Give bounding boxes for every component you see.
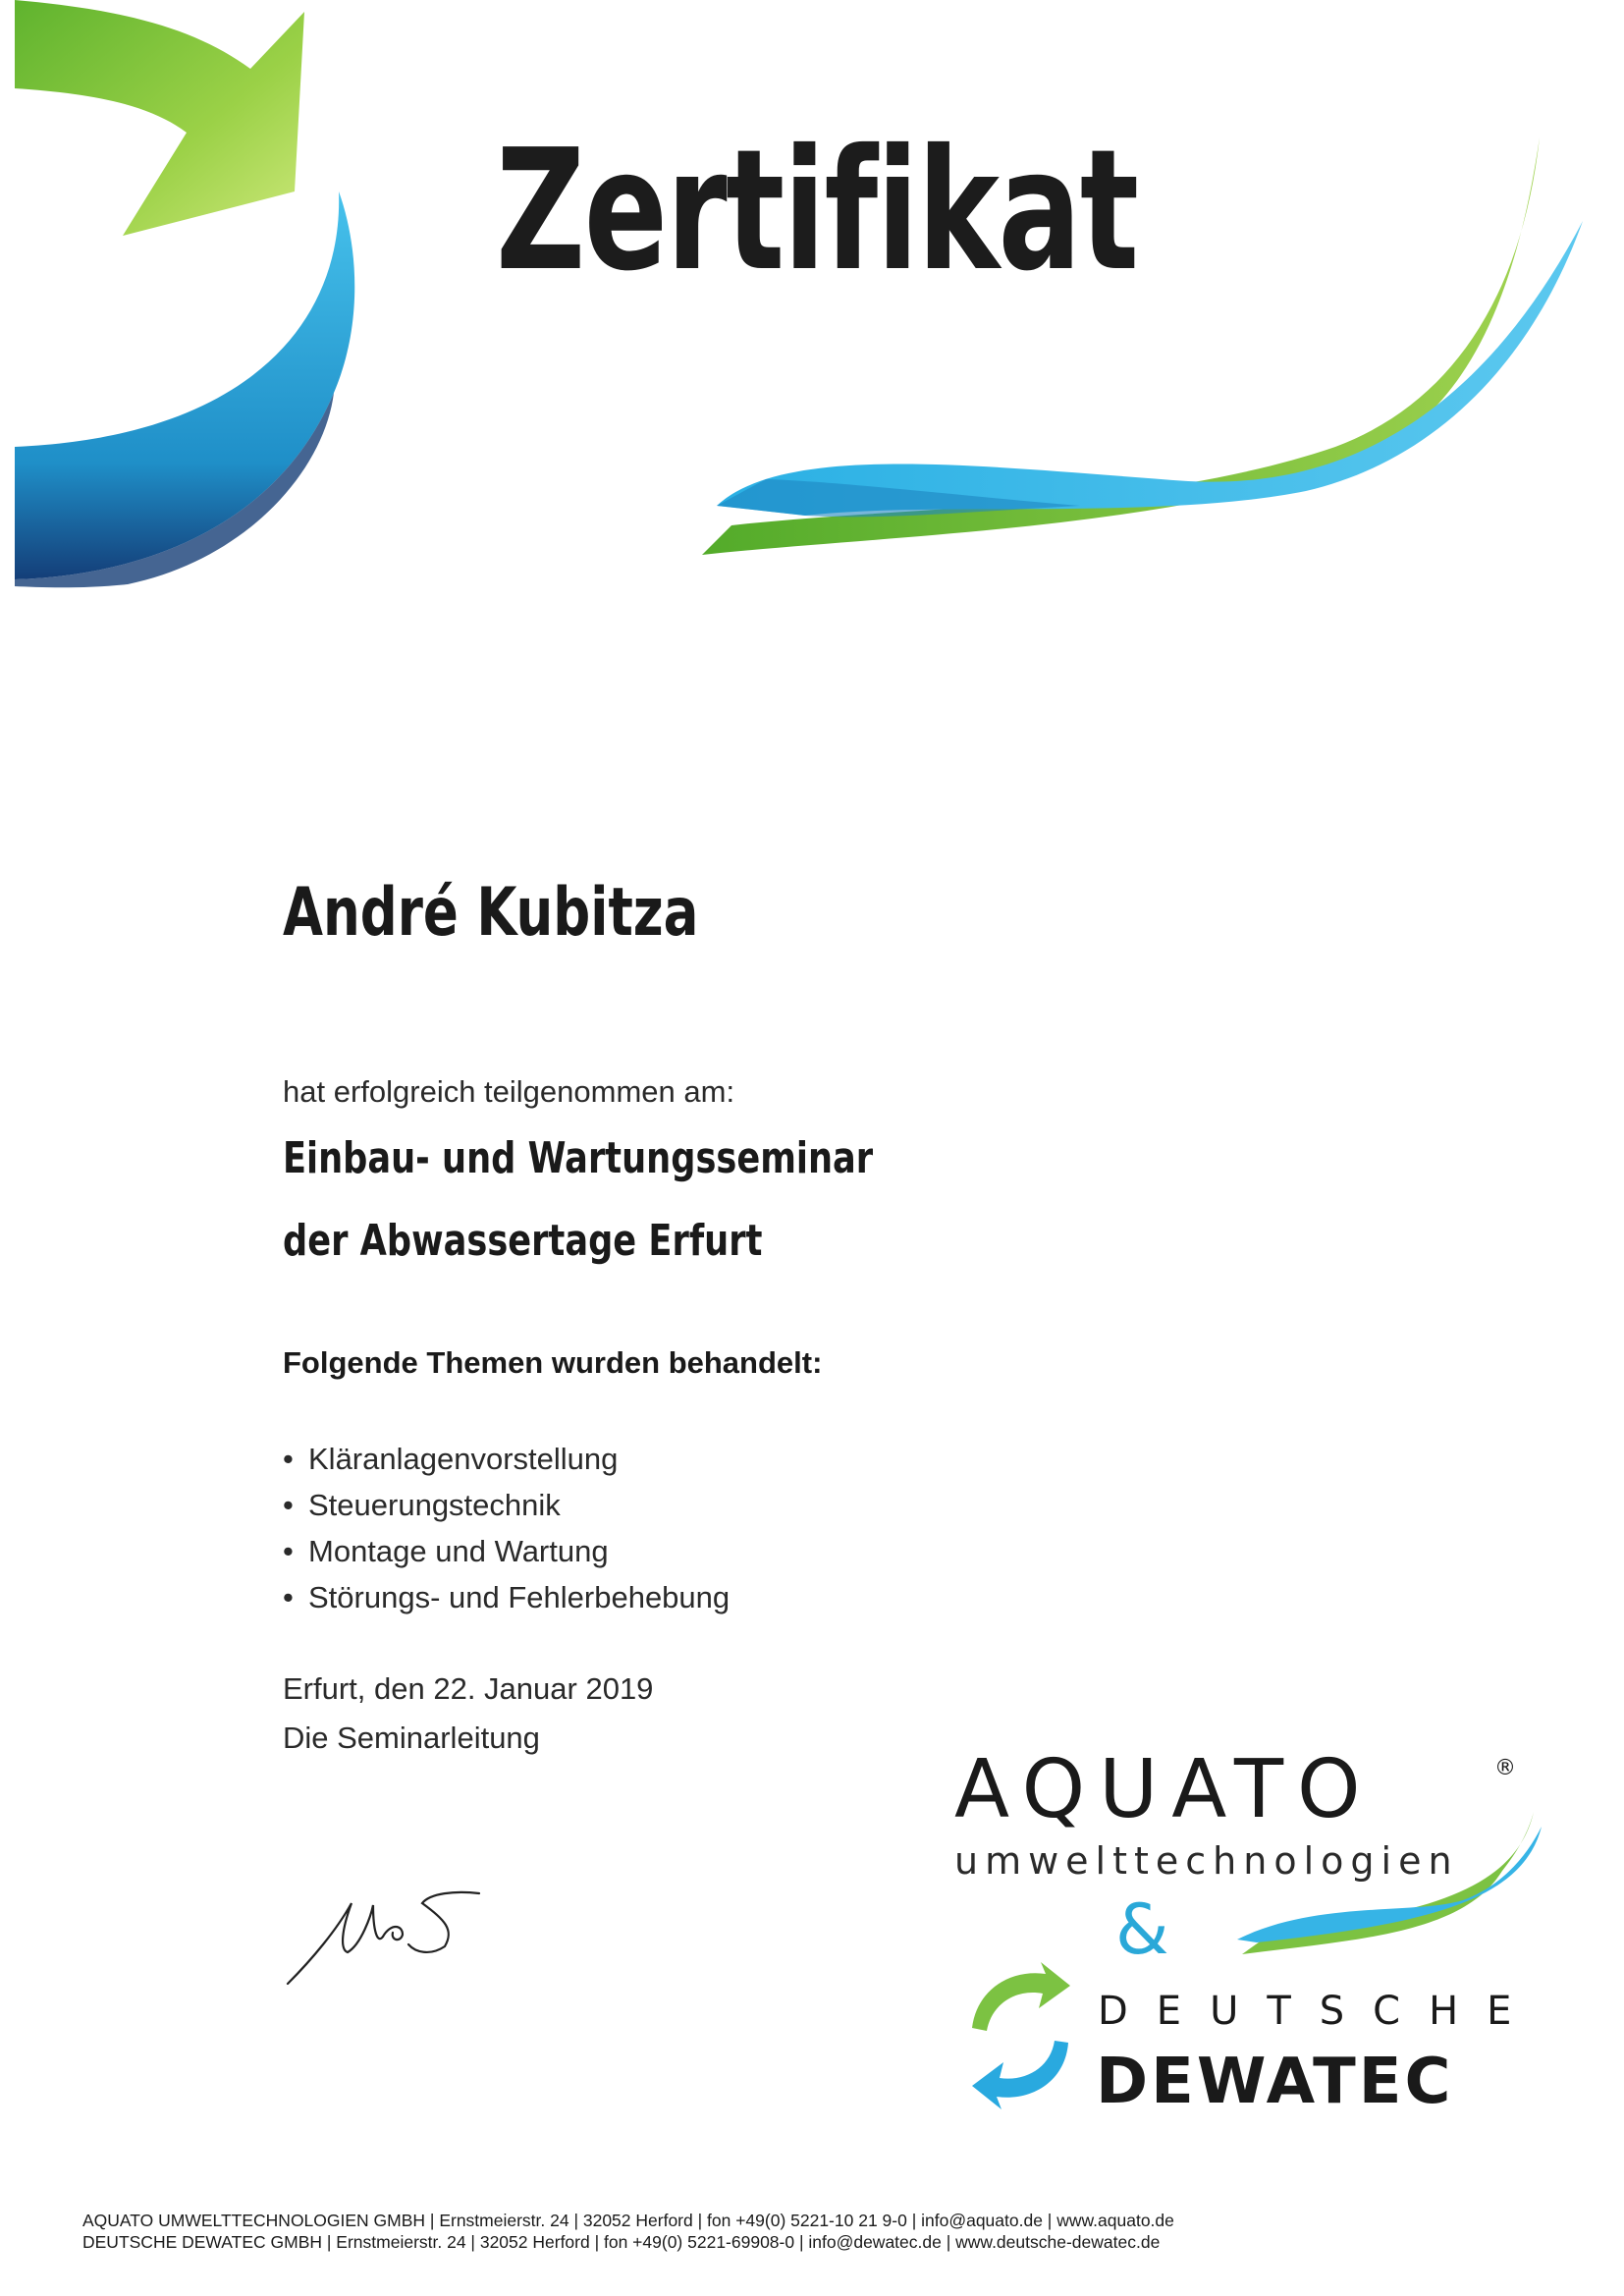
blue-swirl-shape — [15, 191, 354, 579]
seminar-title-line1: Einbau- und Wartungsseminar — [283, 1133, 874, 1183]
list-item: • Kläranlagenvorstellung — [283, 1442, 619, 1476]
logo-brand-dewatec: DEWATEC — [1096, 2046, 1454, 2118]
logo-tagline: umwelttechnologien — [954, 1839, 1459, 1883]
signatory-label: Die Seminarleitung — [283, 1721, 540, 1755]
place-date: Erfurt, den 22. Januar 2019 — [283, 1671, 654, 1706]
footer-line-aquato: AQUATO UMWELTTECHNOLOGIEN GMBH | Ernstmeierstr. 24 | 32052 Herford | fon +49(0) 5221-10 21 9-0 | info@aquato.de | www.aquato.de — [82, 2211, 1174, 2230]
handwritten-signature — [283, 1876, 499, 1994]
topic-list — [283, 1436, 730, 1620]
footer-line-dewatec: DEUTSCHE DEWATEC GMBH | Ernstmeierstr. 24 | 32052 Herford | fon +49(0) 5221-69908-0 | info@dewatec.de | www.deutsche-dewatec.de — [82, 2232, 1161, 2252]
logo-brand-aquato: AQUATO — [954, 1743, 1375, 1836]
green-arrow-shape — [15, 0, 304, 236]
intro-text: hat erfolgreich teilgenommen am: — [283, 1074, 735, 1109]
participant-name: André Kubitza — [283, 874, 699, 952]
footer-address — [82, 2210, 1174, 2253]
seminar-title-line2: der Abwassertage Erfurt — [283, 1216, 763, 1266]
certificate-title: Zertifikat — [496, 114, 1138, 308]
recycle-arrows-icon — [972, 1962, 1070, 2109]
logo-brand-deutsche: DEUTSCHE — [1098, 1989, 1541, 2034]
list-item: • Montage und Wartung — [283, 1534, 609, 1568]
registered-mark: ® — [1494, 1756, 1516, 1780]
list-item: • Steuerungstechnik — [283, 1488, 561, 1522]
themes-heading: Folgende Themen wurden behandelt: — [283, 1345, 823, 1380]
list-item: • Störungs- und Fehlerbehebung — [283, 1580, 731, 1614]
logo-ampersand: & — [1115, 1889, 1169, 1970]
